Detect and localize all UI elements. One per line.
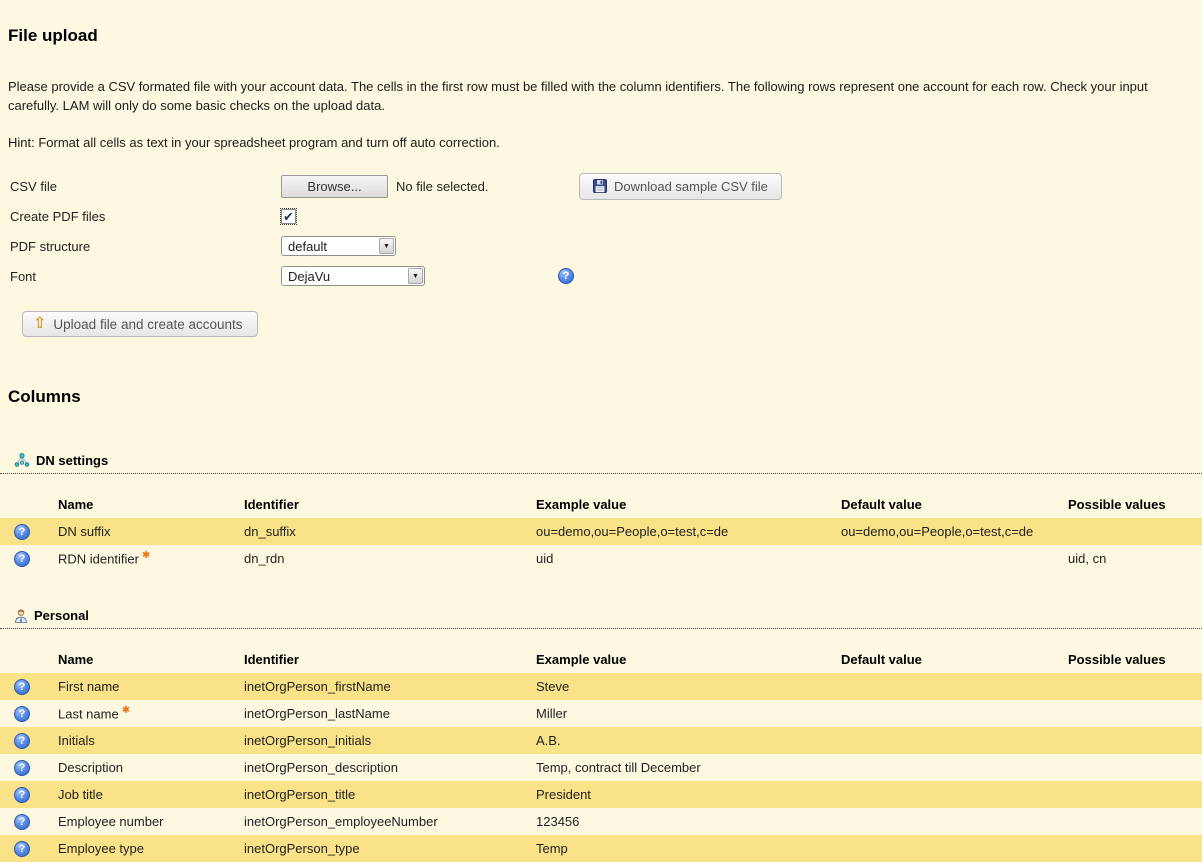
column-identifier: inetOrgPerson_employeeNumber xyxy=(244,814,438,829)
column-identifier: dn_rdn xyxy=(244,551,285,566)
column-name: First name xyxy=(58,679,120,694)
column-identifier: inetOrgPerson_title xyxy=(238,781,530,808)
chevron-down-icon: ▼ xyxy=(408,268,423,284)
upload-file-button[interactable] xyxy=(22,311,258,337)
tree-icon xyxy=(14,453,30,468)
section-title: DN settings xyxy=(36,453,109,468)
column-header: Possible values xyxy=(1068,497,1166,512)
create-pdf-row xyxy=(10,204,1202,228)
column-identifier: inetOrgPerson_firstName xyxy=(238,673,530,700)
csv-file-row xyxy=(10,174,1202,198)
font-select[interactable] xyxy=(281,266,425,286)
upload-form xyxy=(10,174,1202,337)
upload-file-label: Upload file and create accounts xyxy=(53,316,243,332)
column-name: RDN identifier xyxy=(58,551,139,567)
column-default xyxy=(835,835,1062,862)
download-sample-csv-label: Download sample CSV file xyxy=(614,178,768,194)
download-sample-csv-button[interactable] xyxy=(579,173,782,200)
font-value: DejaVu xyxy=(288,268,331,284)
column-default xyxy=(835,727,1062,754)
upload-arrow-icon: ⇧ xyxy=(33,315,47,332)
column-possible xyxy=(1062,673,1202,700)
column-example: uid xyxy=(536,551,554,566)
help-icon[interactable]: ? xyxy=(14,760,30,776)
column-name: Job title xyxy=(58,787,103,802)
pdf-structure-select[interactable] xyxy=(281,236,396,256)
pdf-structure-label: PDF structure xyxy=(10,238,91,254)
column-header: Name xyxy=(58,652,94,667)
column-name: Description xyxy=(58,760,124,775)
section-header xyxy=(0,453,1202,474)
column-name: Last name xyxy=(58,706,119,722)
columns-table xyxy=(0,647,1202,862)
page-title: File upload xyxy=(8,26,98,45)
hint-text: Hint: Format all cells as text in your spreadsheet program and turn off auto correction. xyxy=(8,135,500,150)
table-header-row xyxy=(0,647,1202,673)
help-icon[interactable]: ? xyxy=(14,524,30,540)
column-header: Identifier xyxy=(244,652,299,667)
column-example: 123456 xyxy=(536,814,580,829)
help-column-header xyxy=(0,492,52,518)
create-pdf-checkbox[interactable] xyxy=(281,209,296,224)
columns-table xyxy=(0,492,1202,572)
column-header: Default value xyxy=(841,497,922,512)
column-identifier: inetOrgPerson_initials xyxy=(238,727,530,754)
font-row xyxy=(10,264,1202,288)
table-row xyxy=(0,727,1202,754)
section-header xyxy=(0,608,1202,629)
column-header: Possible values xyxy=(1068,652,1166,667)
column-default xyxy=(835,545,1062,572)
column-header: Identifier xyxy=(244,497,299,512)
table-row xyxy=(0,700,1202,727)
column-possible xyxy=(1062,808,1202,835)
user-icon xyxy=(14,608,28,623)
column-example: President xyxy=(530,781,835,808)
column-name: Employee type xyxy=(58,841,144,856)
font-label: Font xyxy=(10,268,37,284)
column-header: Example value xyxy=(536,497,627,512)
no-file-selected-text: No file selected. xyxy=(396,178,489,194)
columns-title: Columns xyxy=(8,387,81,406)
help-icon[interactable]: ? xyxy=(14,679,30,695)
columns-sections xyxy=(0,453,1202,862)
browse-button[interactable]: Browse... xyxy=(281,175,388,198)
column-example: Temp, contract till December xyxy=(536,760,701,775)
column-example: Temp xyxy=(530,835,835,862)
section-title: Personal xyxy=(34,608,89,623)
column-default xyxy=(835,673,1062,700)
column-default xyxy=(835,754,1062,781)
help-icon[interactable]: ? xyxy=(14,841,30,857)
table-row xyxy=(0,781,1202,808)
column-default: ou=demo,ou=People,o=test,c=de xyxy=(835,518,1062,545)
column-header: Example value xyxy=(536,652,627,667)
pdf-structure-value: default xyxy=(288,238,328,254)
table-row xyxy=(0,545,1202,572)
column-example: ou=demo,ou=People,o=test,c=de xyxy=(530,518,835,545)
column-default xyxy=(835,781,1062,808)
table-header-row xyxy=(0,492,1202,518)
column-example: A.B. xyxy=(530,727,835,754)
chevron-down-icon: ▼ xyxy=(379,238,394,254)
column-possible xyxy=(1062,781,1202,808)
help-icon[interactable]: ? xyxy=(14,814,30,830)
column-header: Name xyxy=(58,497,94,512)
column-name: Employee number xyxy=(58,814,164,829)
checkmark-icon: ✔ xyxy=(283,208,294,224)
column-identifier: inetOrgPerson_description xyxy=(244,760,398,775)
column-section xyxy=(0,608,1202,862)
table-row xyxy=(0,673,1202,700)
help-icon[interactable]: ? xyxy=(558,268,574,284)
column-identifier: inetOrgPerson_type xyxy=(238,835,530,862)
column-identifier: inetOrgPerson_lastName xyxy=(244,706,390,721)
create-pdf-label: Create PDF files xyxy=(10,208,106,224)
csv-file-label: CSV file xyxy=(10,178,57,194)
column-possible xyxy=(1062,700,1202,727)
column-name: Initials xyxy=(58,733,95,748)
column-example: Steve xyxy=(530,673,835,700)
help-icon[interactable]: ? xyxy=(14,706,30,722)
column-default xyxy=(835,700,1062,727)
table-row xyxy=(0,754,1202,781)
column-possible xyxy=(1062,727,1202,754)
required-marker: ✱ xyxy=(121,705,131,717)
table-row xyxy=(0,835,1202,862)
column-possible xyxy=(1062,835,1202,862)
table-row xyxy=(0,808,1202,835)
help-icon[interactable]: ? xyxy=(14,787,30,803)
column-header: Default value xyxy=(841,652,922,667)
pdf-structure-row xyxy=(10,234,1202,258)
floppy-disk-icon xyxy=(593,179,607,193)
required-marker: ✱ xyxy=(141,550,151,562)
help-icon[interactable]: ? xyxy=(14,733,30,749)
table-row xyxy=(0,518,1202,545)
column-possible: uid, cn xyxy=(1068,551,1107,566)
column-section xyxy=(0,453,1202,572)
help-icon[interactable]: ? xyxy=(14,551,30,567)
column-possible xyxy=(1062,754,1202,781)
column-example: Miller xyxy=(536,706,568,721)
column-identifier: dn_suffix xyxy=(238,518,530,545)
column-name: DN suffix xyxy=(58,524,111,539)
column-default xyxy=(835,808,1062,835)
column-possible xyxy=(1062,518,1202,545)
intro-text: Please provide a CSV formated file with your account data. The cells in the first row must be filled with the column identifiers. The following rows represent one account for each row. Check your input carefully. LAM will only do some basic checks on the upload data. xyxy=(8,79,1148,113)
help-column-header xyxy=(0,647,52,673)
